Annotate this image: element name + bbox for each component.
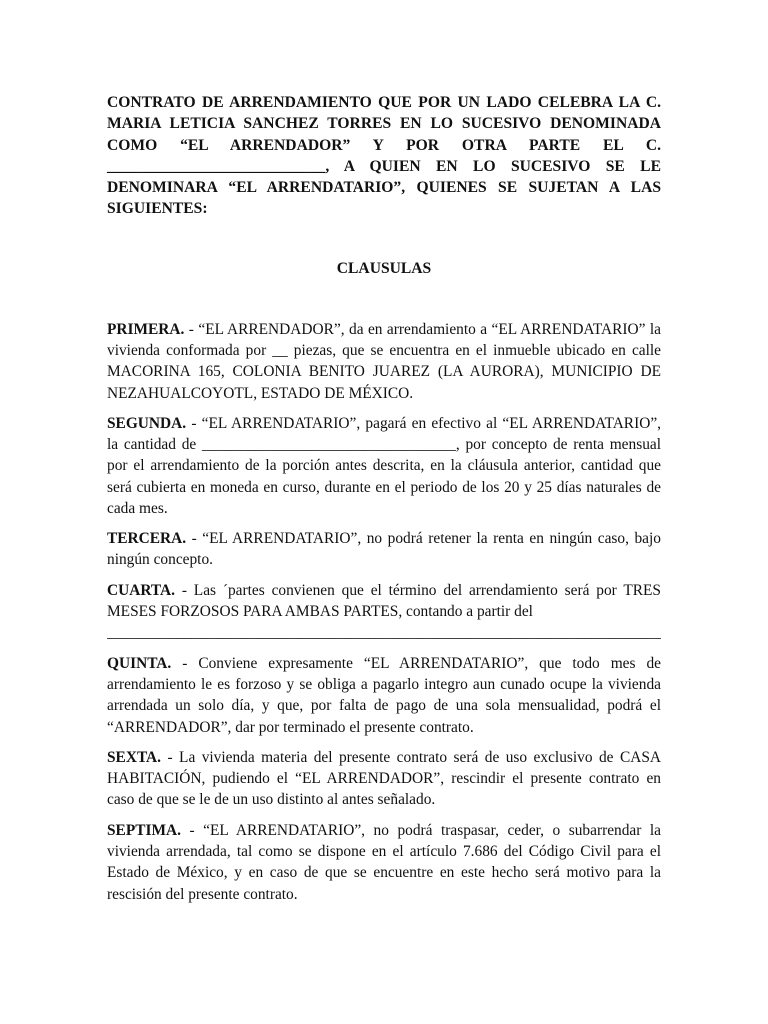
clause-cuarta	[107, 580, 661, 643]
clause-label: QUINTA.	[107, 655, 172, 672]
clause-quinta	[107, 653, 661, 738]
clause-text: - “EL ARRENDATARIO”, no podrá retener la renta en ningún caso, bajo ningún concepto.	[107, 530, 661, 569]
title-line: C. MARIA LETICIA SANCHEZ TORRES EN LO SUCESIVO	[107, 94, 661, 133]
clause-primera	[107, 319, 661, 404]
clause-text: - “EL ARRENDADOR”, da en arrendamiento a “EL ARRENDATARIO” la vivienda conformada por __ piezas, que se encuentra en el inmueble ubicado en calle MACORINA 165, COLONIA BENITO JUAREZ (LA AURORA), MUNICIPIO DE NEZAHUALCOYOTL, ESTADO DE MÉXICO.	[107, 321, 661, 402]
clause-sexta	[107, 747, 661, 811]
title-line: CONTRATO DE ARRENDAMIENTO QUE POR UN LADO CELEBRA LA	[107, 94, 640, 111]
clause-label: CUARTA.	[107, 582, 176, 599]
clause-text: - “EL ARRENDATARIO”, no podrá traspasar, ceder, o subarrendar la vivienda arrendada, tal como se dispone en el artículo 7.686 del Código Civil para el Estado de México, y en caso de que se encuentre en este hecho será motivo para la rescisión del presente contrato.	[107, 822, 661, 903]
clause-label: TERCERA.	[107, 530, 187, 547]
title-line: SIGUIENTES:	[107, 200, 208, 218]
clause-segunda	[107, 413, 661, 519]
clause-tercera	[107, 528, 661, 570]
clause-label: PRIMERA.	[107, 321, 185, 338]
clause-label: SEGUNDA.	[107, 415, 187, 432]
clause-label: SEPTIMA.	[107, 822, 181, 839]
title-line: ____________________________, A QUIEN EN LO SUCESIVO SE LE	[107, 157, 661, 175]
clause-text: - La vivienda materia del presente contrato será de uso exclusivo de CASA HABITACIÓN, pudiendo el “EL ARRENDADOR”, rescindir el presente contrato en caso de que se le de un uso distinto al antes señalado.	[107, 749, 661, 809]
clauses-heading: CLAUSULAS	[336, 260, 432, 277]
clause-label: SEXTA.	[107, 749, 162, 766]
clause-text: - Las ´partes convienen que el término del arrendamiento será por TRES MESES FORZOSOS PARA AMBAS PARTES, contando a partir del	[107, 582, 661, 621]
clause-text: - Conviene expresamente “EL ARRENDATARIO”, que todo mes de arrendamiento le es forzoso y se obliga a pagarlo integro aun cunado ocupe la vivienda arrendada un solo día, y que, por falta de pago de una sola mensualidad, podrá el “ARRENDADOR”, dar por terminado el presente contrato.	[107, 655, 661, 736]
clause-septima	[107, 820, 661, 905]
date-blank-line: ________________________________________________________________________	[107, 624, 661, 642]
title-line: DENOMINARA “EL ARRENDATARIO”, QUIENES SE SUJETAN A LAS	[107, 179, 661, 197]
contract-page	[107, 92, 661, 903]
contract-title	[107, 92, 661, 220]
title-line: DENOMINADA COMO “EL ARRENDADOR” Y POR OTRA PARTE EL C.	[107, 115, 661, 154]
clause-text: - “EL ARRENDATARIO”, pagará en efectivo al “EL ARRENDATARIO”, la cantidad de _________________________________, por concepto de renta mensual por el arrendamiento de la porción antes descrita, en la cláusula anterior, cantidad que será cubierta en moneda en curso, durante en el periodo de los 20 y 25 días naturales de cada mes.	[107, 415, 661, 517]
